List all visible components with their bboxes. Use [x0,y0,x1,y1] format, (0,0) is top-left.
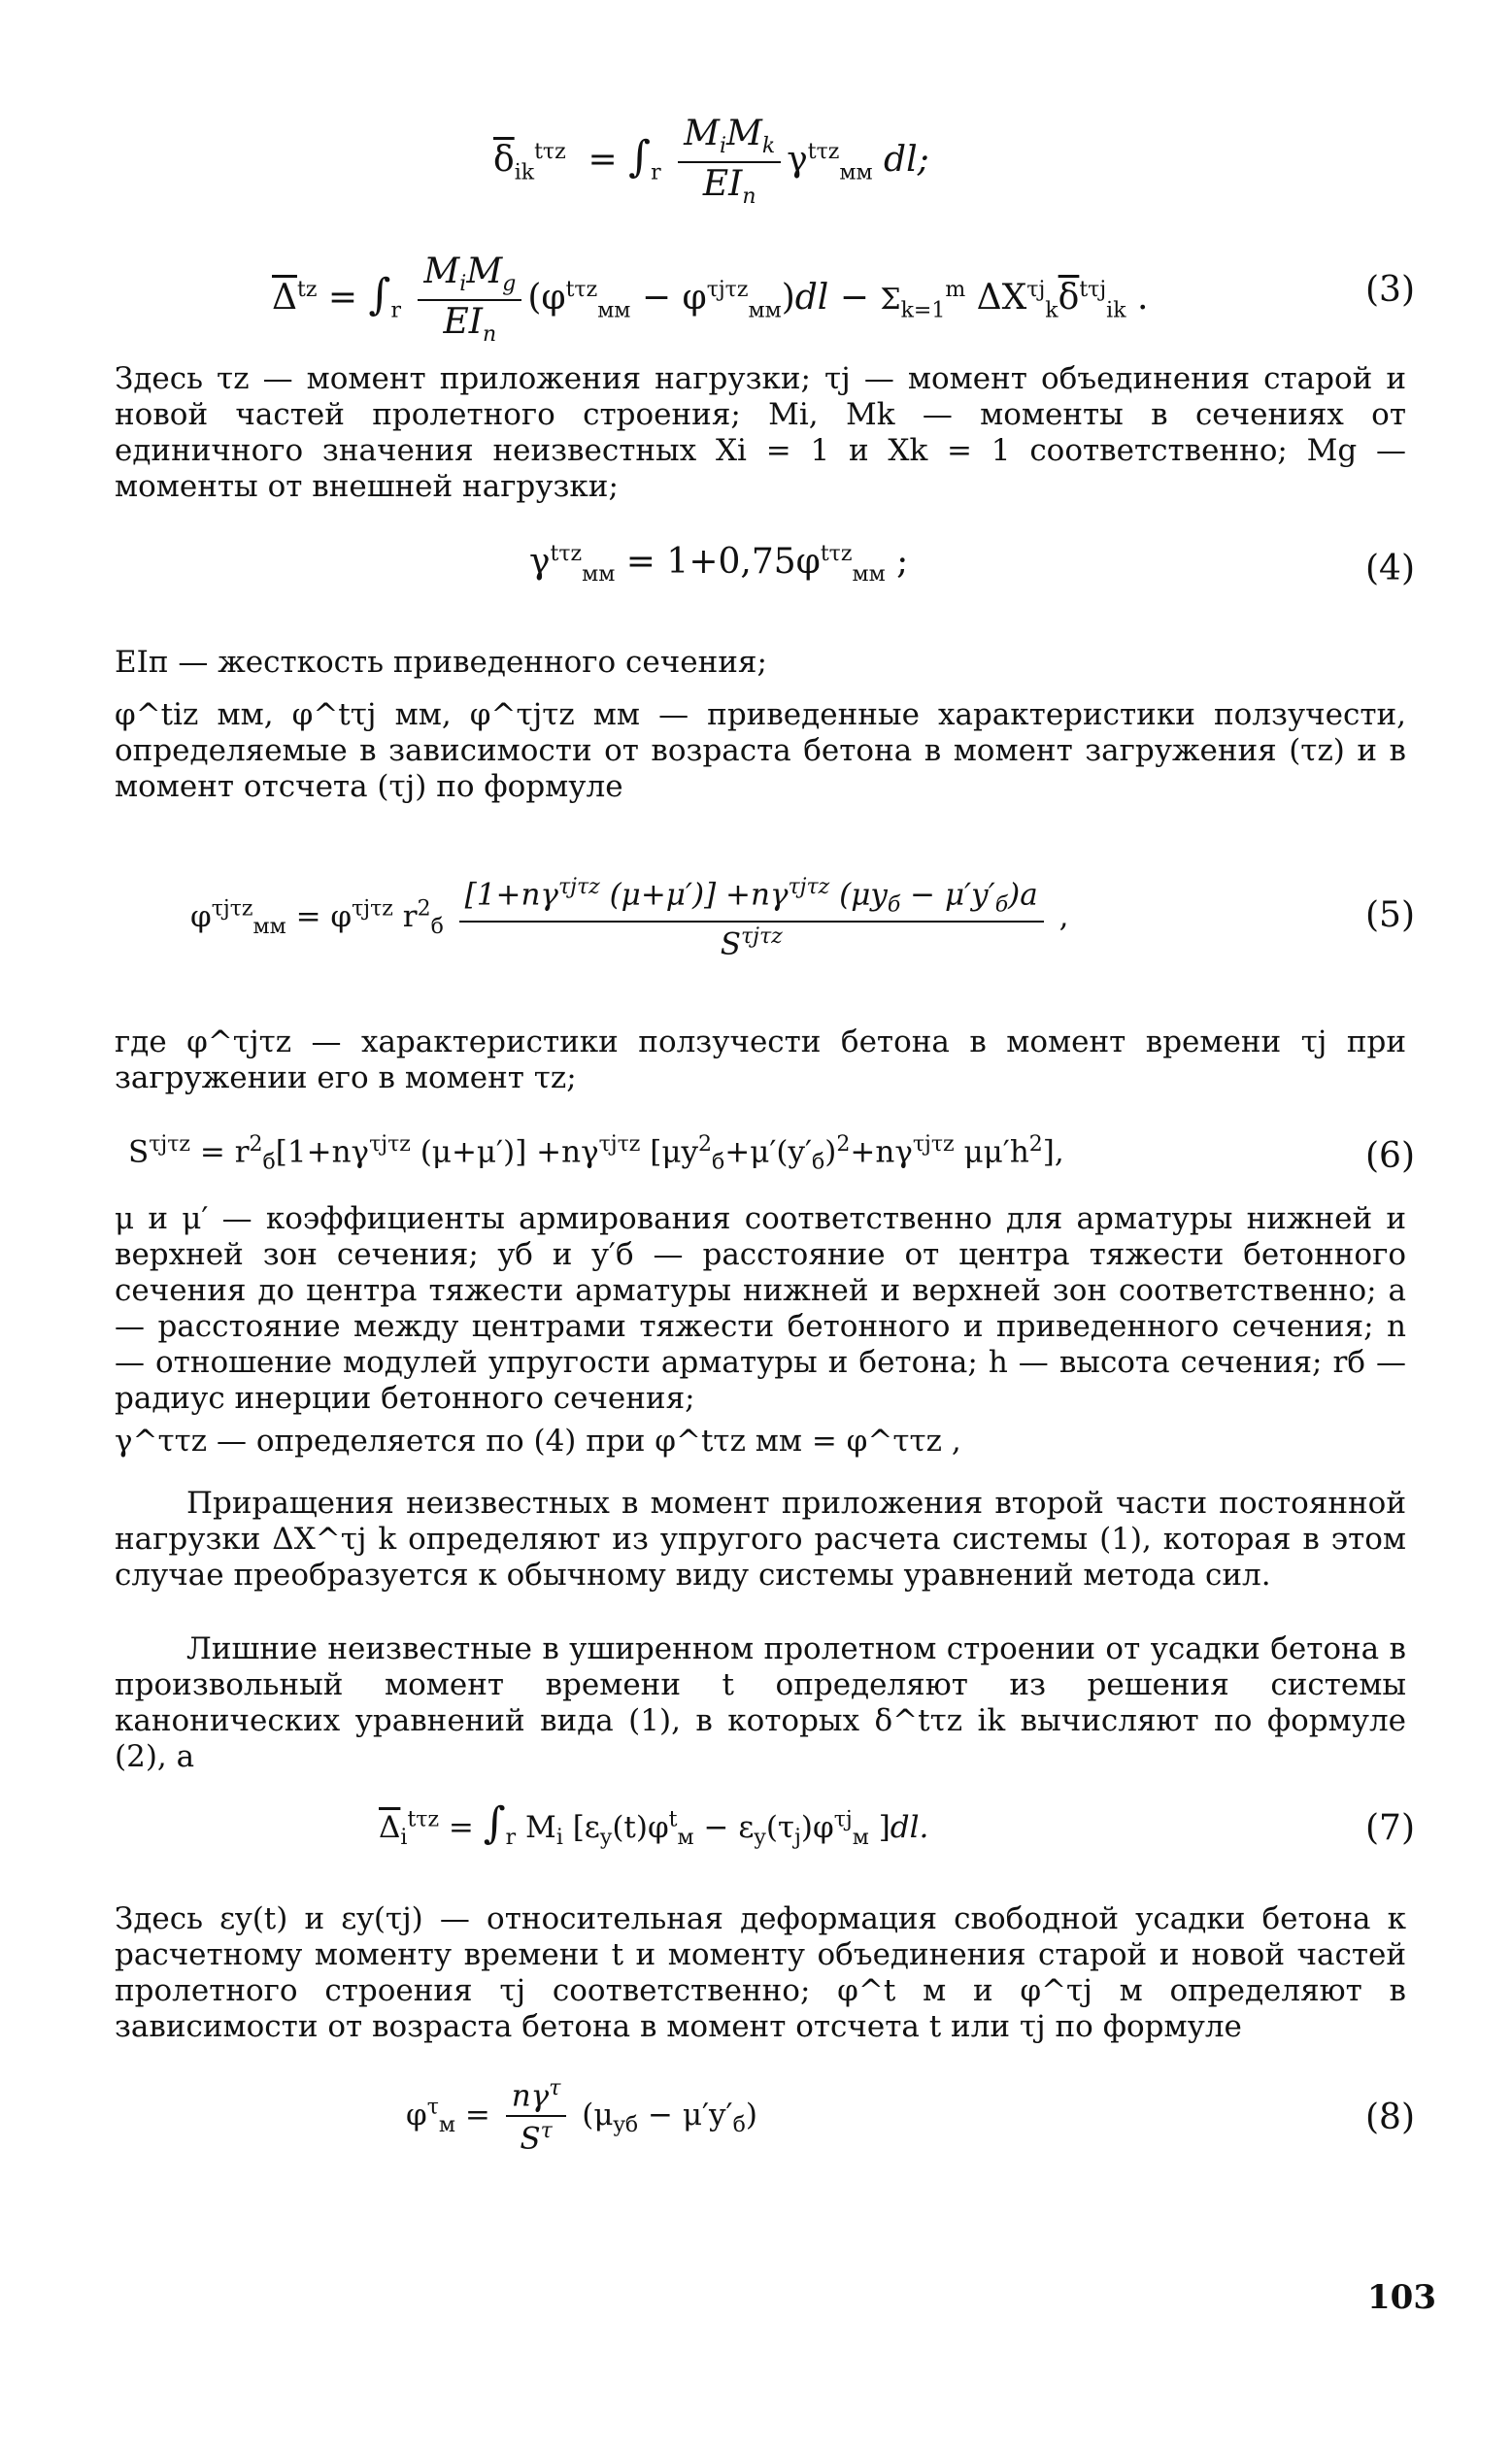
equation-2: $\overline{\delta}_{ik}^{t\tau z} = \int_r$ $\frac{M_iM_k}{EI_п}$ $\gamma^{t\tau z}_{мм}$ dl; [493,114,929,210]
equation-8-number: (8) [1365,2098,1415,2137]
equation-3-number: (3) [1365,270,1415,310]
page-number: 103 [1367,2278,1436,2317]
equation-5-number: (5) [1365,895,1415,935]
paragraph-4: где φ^τjτz — характеристики ползучести бетона в момент времени τj при загружении его в момент τz; [115,1024,1406,1095]
paragraph-8: Лишние неизвестные в уширенном пролетном строении от усадки бетона в произвольный момент времени t определяют из решения системы канонических уравнений вида (1), в которых δ^tτz ik вычисляют по формуле (2), а [115,1631,1406,1774]
paragraph-6: γ^ττz — определяется по (4) при φ^tτz мм = φ^ττz , [115,1424,961,1459]
equation-8: $\varphi^\tau_м$ = $\frac{n\gamma^\tau}{S^\tau}$ $(\mu_{yб} - \mu'y'_б)$ [406,2076,757,2157]
paragraph-7: Приращения неизвестных в момент приложения второй части постоянной нагрузки ΔX^τj k определяют из упругого расчета системы (1), которая в этом случае преобразуется к обычному виду системы уравнений метода сил. [115,1486,1406,1593]
equation-6: $S^{\tau j\tau z} = r^2_б[1+n\gamma^{\tau j\tau z}$ $(\mu+\mu')] +n\gamma^{\tau j\tau z}$ [$\mu y^2_б+\mu'(y'_б)^2+n\gamma^{\tau j\tau z}$ $\mu\mu'h^2$], [128,1132,1064,1175]
equation-7: $\overline{\Delta}_i^{t\tau z} = \int_r$ $M_i$ [$\varepsilon_y(t)\varphi^t_м - \varepsilon_y(\tau_j)\varphi^{\tau j}_м$ ]dl. [379,1798,929,1851]
paragraph-9: Здесь εy(t) и εy(τj) — относительная деформация свободной усадки бетона к расчетному моменту времени t и моменту объединения старой и новой частей пролетного строения τj соответственно; φ^t м и φ^τj м определяют в зависимости от возраста бетона в момент отсчета t или τj по формуле [115,1901,1406,2044]
paragraph-1: Здесь τz — момент приложения нагрузки; τj — момент объединения старой и новой частей пролетного строения; Mi, Mk — моменты в сечениях от единичного значения неизвестных Xi = 1 и Xk = 1 соответственно; Mg — моменты от внешней нагрузки; [115,361,1406,504]
paragraph-3: φ^tiz мм, φ^tτj мм, φ^τjτz мм — приведенные характеристики ползучести, определяемые в зависимости от возраста бетона в момент загружения (τz) и в момент отсчета (τj) по формуле [115,697,1406,804]
equation-6-number: (6) [1365,1136,1415,1176]
paragraph-2: EIп — жесткость приведенного сечения; [115,645,767,680]
equation-2-text [0,0,1,1]
equation-5: $\varphi^{\tau j\tau z}_{мм} = \varphi^{\tau j\tau z}$ $r^2_б$ $\frac{[1+n\gamma^{\tau j\tau z} (\mu+\mu')] +n\gamma^{\tau j\tau z} (\mu y_б - \mu'y'_б)a}{S^{\tau j\tau z}}$ , [190,875,1069,961]
equation-3: $\overline{\Delta}^{tz} = \int_r$ $\frac{M_iM_g}{EI_п}$ $(\varphi^{t\tau z}_{мм} - \varphi^{\tau j\tau z}_{мм})dl - \Sigma_{k=1}^m$ $\Delta X^{\tau j}_k\overline{\delta}^{t\tau j}_{ik}$ . [272,252,1149,348]
equation-4-number: (4) [1365,549,1415,588]
paragraph-5: μ и μ′ — коэффициенты армирования соответственно для арматуры нижней и верхней зон сечения; yб и y′б — расстояние от центра тяжести бетонного сечения до центра тяжести арматуры нижней и верхней зон соответственно; a — расстояние между центрами тяжести бетонного и приведенного сечения; n — отношение модулей упругости арматуры и бетона; h — высота сечения; rб — радиус инерции бетонного сечения; [115,1201,1406,1416]
equation-7-number: (7) [1365,1808,1415,1848]
equation-4: $\gamma^{t\tau z}_{мм} = 1+0,75\varphi^{t\tau z}_{мм}$ ; [529,542,909,588]
